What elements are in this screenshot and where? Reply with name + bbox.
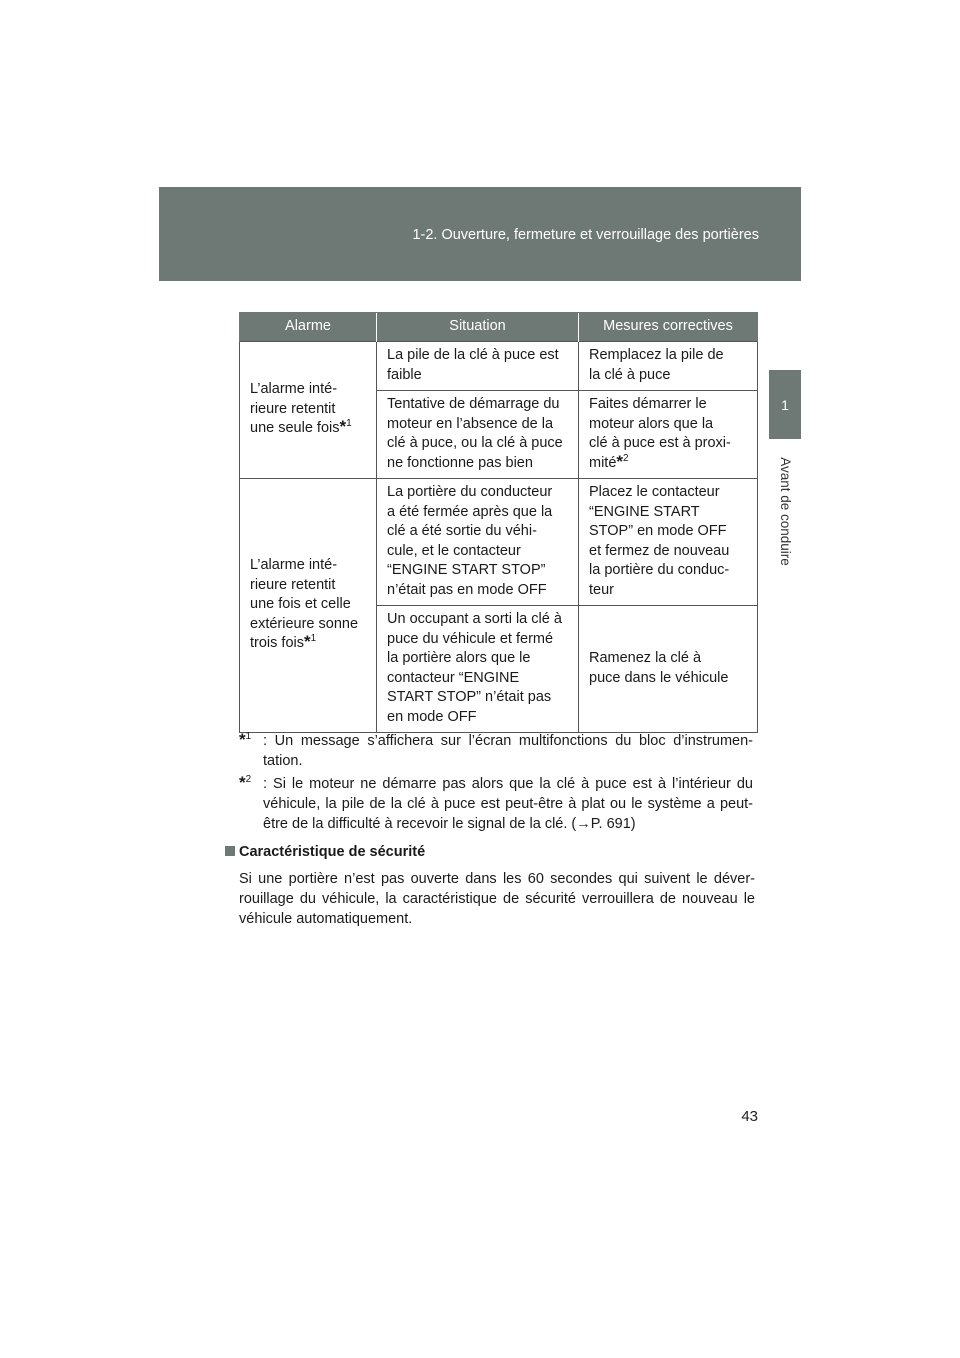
asterisk-mark: *	[616, 451, 624, 471]
asterisk-mark: *	[304, 632, 311, 652]
section-body: Si une portière n’est pas ouverte dans les 60 secondes qui suivent le déver-rouillage du véhicule, la caractéristique de sécurité verrouillera de nouveau le véhicule automatiquement.	[239, 871, 755, 927]
chapter-number-tab: 1	[769, 370, 801, 439]
alarm-cell: L’alarme inté- rieure retentit une seule fois*$^1$	[240, 342, 377, 479]
section-heading: Caractéristique de sécurité	[225, 844, 425, 860]
asterisk-mark: *	[239, 730, 246, 749]
situation-cell: La pile de la clé à puce est faible	[377, 342, 579, 391]
situation-cell: La portière du conducteur a été fermée après que la clé a été sortie du véhi- cule, et le contacteur “ENGINE START STOP” n’était pas en mode OFF	[377, 479, 579, 606]
action-cell: Placez le contacteur “ENGINE START STOP” en mode OFF et fermez de nouveau la portière du conduc- teur	[579, 479, 758, 606]
section-title: 1-2. Ouverture, fermeture et verrouillage des portières	[412, 227, 759, 243]
table-row	[240, 342, 758, 391]
square-bullet-icon	[225, 846, 235, 856]
alarm-table	[239, 312, 758, 733]
situation-cell: Un occupant a sorti la clé à puce du véhicule et fermé la portière alors que le contacteur “ENGINE START STOP” n’était pas en mode OFF	[377, 606, 579, 733]
footnote-2: *$^2$ : Si le moteur ne démarre pas alors que la clé à puce est à l’intérieur du véhicule, la pile de la clé à puce est peut-être à plat ou le système a peut-être de la difficulté à recevoir le signal de la clé. (→P. 691)	[239, 773, 753, 832]
col-header-mesures: Mesures correctives	[579, 313, 758, 342]
asterisk-mark: *	[339, 417, 347, 437]
page-number: 43	[741, 1108, 758, 1125]
action-cell: Remplacez la pile de la clé à puce	[579, 342, 758, 391]
chapter-header-band	[159, 187, 801, 281]
footnote-1-text: : Un message s’affichera sur l’écran multifonctions du bloc d’instrumen-tation.	[263, 733, 753, 769]
situation-cell: Tentative de démarrage du moteur en l’absence de la clé à puce, ou la clé à puce ne fonctionne pas bien	[377, 391, 579, 479]
asterisk-mark: *	[239, 773, 246, 792]
chapter-label-text: Avant de conduire	[777, 456, 793, 566]
col-header-situation: Situation	[377, 313, 579, 342]
table-row	[240, 479, 758, 606]
action-cell: Faites démarrer le moteur alors que la clé à puce est à proxi- mité*$^2$	[579, 391, 758, 479]
alarm-cell: L’alarme inté- rieure retentit une fois et celle extérieure sonne trois fois*$^1$	[240, 479, 377, 733]
col-header-alarme: Alarme	[240, 313, 377, 342]
chapter-label	[770, 446, 800, 576]
footnote-2-text: : Si le moteur ne démarre pas alors que la clé à puce est à l’intérieur du véhicule, la pile de la clé à puce est peut-être à plat ou le système a peut-être de la difficulté à recevoir le signal de la clé. (→P. 691)	[263, 776, 753, 832]
footnote-1: *$^1$ : Un message s’affichera sur l’écran multifonctions du bloc d’instrumen-tation.	[239, 730, 753, 769]
action-cell: Ramenez la clé à puce dans le véhicule	[579, 606, 758, 733]
table-header-row	[240, 313, 758, 342]
